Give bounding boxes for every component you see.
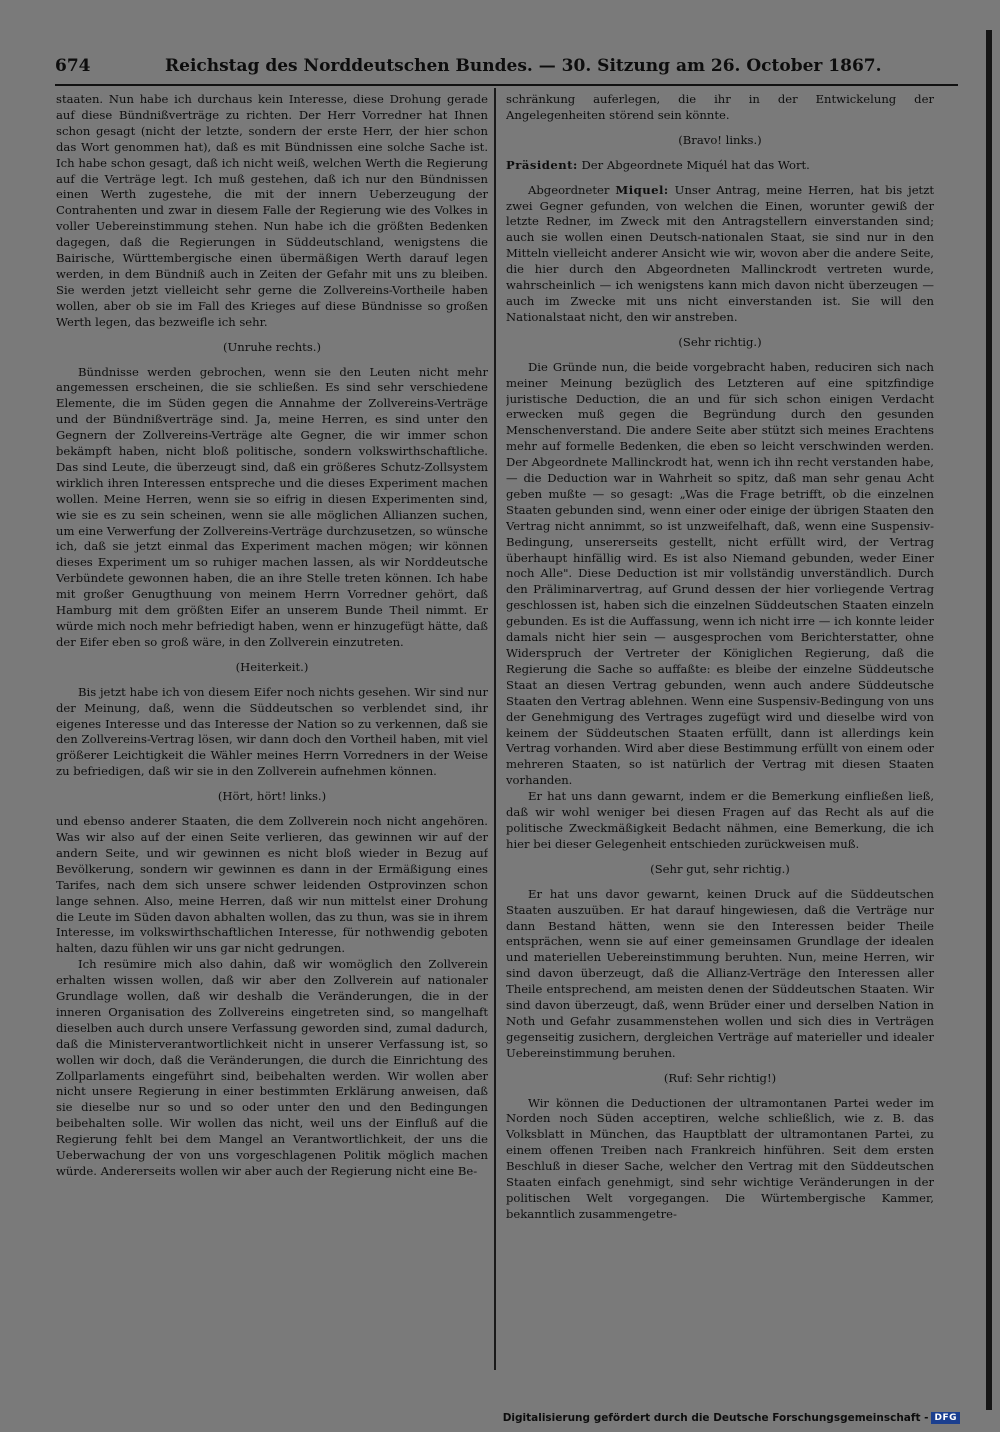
- stage-direction: (Bravo! links.): [678, 132, 762, 147]
- body-paragraph: Er hat uns dann gewarnt, indem er die Bemerkung einfließen ließ, daß wir wohl weniger bei diesen Fragen auf das Recht als auf die politische Zweckmäßigkeit Bedacht nähmen, eine Bemerkung, die ich hier bei dieser Gelegenheit entschieden zurückweisen muß.: [506, 789, 934, 851]
- stage-direction: (Unruhe rechts.): [223, 339, 321, 354]
- stage-direction: (Sehr gut, sehr richtig.): [650, 861, 790, 876]
- speech-text: Der Abgeordnete Miquél hat das Wort.: [577, 157, 810, 172]
- stage-direction: (Ruf: Sehr richtig!): [663, 1070, 777, 1085]
- body-paragraph: Bis jetzt habe ich von diesem Eifer noch nichts gesehen. Wir sind nur der Meinung, daß, wenn die Süddeutschen so verblendet sind, ihr eigenes Interesse und das Interesse der Nation so zu verkennen, daß sie den Zollvereins-Vertrag lösen, wir dann doch den Vortheil haben, mit viel größerer Leichtigkeit die Wähler meines Herrn Vorredners in der Weise zu befriedigen, daß wir sie in den Zollverein aufnehmen können.: [56, 684, 488, 779]
- footer-credit: [503, 1412, 960, 1424]
- footer-text: Digitalisierung gefördert durch die Deutsche Forschungsgemeinschaft -: [502, 1412, 929, 1424]
- body-paragraph: Ich resümire mich also dahin, daß wir womöglich den Zollverein erhalten wissen wollen, daß wir aber den Zollverein auf nationaler Grundlage wollen, daß wir deshalb die Veränderungen, die in der inneren Organisation des Zollvereins eingetreten sind, so mangelhaft dieselben auch durch unsere Verfassung geworden sind, zumal dadurch, daß die Ministerverantwortlichkeit nicht in unserer Verfassung ist, so wollen wir doch, daß die Veränderungen, die durch die Einrichtung des Zollparlaments eingeführt sind, beibehalten werden. Wir wollen aber nicht unsere Regierung in einer bestimmten Erklärung anweisen, daß sie dieselbe nur so und so oder unter den und den Bedingungen beibehalten solle. Wir wollen das nicht, weil uns der Einfluß auf die Regierung fehlt bei dem Mangel an Verantwortlichkeit, der uns die Ueberwachung der von uns vorgeschlagenen Politik möglich machen würde. Andererseits wollen wir aber auch der Regierung nicht eine Be-: [56, 957, 488, 1178]
- page-header: [55, 56, 955, 82]
- speaker-name: Präsident:: [506, 157, 578, 172]
- body-paragraph: schränkung auferlegen, die ihr in der Entwickelung der Angelegenheiten störend sein könnte.: [506, 92, 934, 122]
- speaker-intro: Abgeordneter: [528, 182, 616, 197]
- speech-text: Unser Antrag, meine Herren, hat bis jetzt zwei Gegner gefunden, von welchen die Einen, worunter gewiß der letzte Redner, im Zweck mit den Antragstellern einverstanden sind; auch sie wollen einen Deutsch-nationalen Staat, sie sind nur in den Mitteln vielleicht anderer Ansicht wie wir, wovon aber die andere Seite, die hier durch den Abgeordneten Mallinckrodt vertreten wurde, wahrscheinlich — ich wenigstens kann mich davon nicht überzeugen — auch im Zwecke mit uns nicht einverstanden ist. Sie will den Nationalstaat nicht, den wir anstreben.: [506, 182, 934, 324]
- header-rule: [55, 84, 958, 86]
- right-column: [506, 92, 934, 1362]
- body-paragraph: und ebenso anderer Staaten, die dem Zollverein noch nicht angehören. Was wir also auf der einen Seite verlieren, das gewinnen wir auf der andern Seite, und wir gewinnen es nicht bloß wieder in Bezug auf Bevölkerung, sondern wir gewinnen es dann in der Ermäßigung eines Tarifes, nach dem sich unsere schwer leidenden Ostprovinzen schon lange sehnen. Also, meine Herren, daß wir nun mittelst einer Drohung die Leute im Süden davon abhalten wollen, das zu thun, was sie in ihrem Interesse, im volkswirthschaftlichen Interesse, für nothwendig geboten halten, dazu fühlen wir uns gar nicht gedrungen.: [56, 814, 488, 956]
- stage-direction: (Hört, hört! links.): [217, 789, 327, 804]
- body-paragraph: Er hat uns davor gewarnt, keinen Druck auf die Süddeutschen Staaten auszuüben. Er hat darauf hingewiesen, daß die Verträge nur dann Bestand hätten, wenn sie den Interessen beider Theile entsprächen, wenn sie auf einer gemeinsamen Grundlage der idealen und materiellen Uebereinstimmung beruhten. Nun, meine Herren, wir sind davon überzeugt, daß die Allianz-Verträge den Interessen aller Theile entsprechend, am meisten denen der Süddeutschen Staaten. Wir sind davon überzeugt, daß, wenn Brüder einer und derselben Nation in Noth und Gefahr zusammenstehen wollen und sich dies in Verträgen gegenseitig zusichern, dergleichen Verträge auf materieller und idealer Uebereinstimmung beruhen.: [506, 886, 934, 1060]
- stage-direction: (Heiterkeit.): [235, 659, 309, 674]
- stage-direction: (Sehr richtig.): [678, 334, 762, 349]
- speaker-name: Miquel:: [615, 182, 669, 197]
- column-divider: [494, 88, 496, 1370]
- running-title: Reichstag des Norddeutschen Bundes. — 30. Sitzung am 26. October 1867.: [165, 56, 882, 76]
- body-paragraph: staaten. Nun habe ich durchaus kein Interesse, diese Drohung gerade auf diese Bündnißverträge zu richten. Der Herr Vorredner hat Ihnen schon gesagt (nicht der letzte, sondern der erste Herr, der hier schon das Wort genommen hat), daß es mit Bündnissen eine solche Sache ist. Ich habe schon gesagt, daß ich nicht weiß, welchen Werth die Regierung auf die Verträge legt. Ich muß gestehen, daß ich nur den Bündnissen einen Werth zugestehe, die mit der innern Ueberzeugung der Contrahenten und zwar in diesem Falle der Regierung wie des Volkes in voller Uebereinstimmung stehen. Nun habe ich die größten Bedenken dagegen, daß die Regierungen in Süddeutschland, wenigstens die Bairische, Württembergische einen übermäßigen Werth darauf legen werden, in dem Bündniß auch in Zeiten der Gefahr mit uns zu bleiben. Sie werden jetzt vielleicht sehr gerne die Zollvereins-Vortheile haben wollen, aber ob sie im Fall des Krieges auf diese Bündnisse so großen Werth legen, das bezweifle ich sehr.: [56, 92, 488, 329]
- page-number: 674: [55, 56, 91, 76]
- body-paragraph: Bündnisse werden gebrochen, wenn sie den Leuten nicht mehr angemessen erscheinen, die sie schließen. Es sind sehr verschiedene Elemente, die im Süden gegen die Annahme der Zollvereins-Verträge und der Bündnißverträge sind. Ja, meine Herren, es sind unter den Gegnern der Zollvereins-Verträge alte Gegner, die wir immer schon bekämpft haben, nicht bloß politische, sondern volkswirthschaftliche. Das sind Leute, die überzeugt sind, daß ein größeres Schutz-Zollsystem wirklich ihren Interessen entspreche und die dieses Experiment machen wollen. Meine Herren, wenn sie so eifrig in diesen Experimenten sind, wie sie es zu sein scheinen, wenn sie alle möglichen Allianzen suchen, um eine Verwerfung der Zollvereins-Verträge durchzusetzen, so wünsche ich, daß sie jetzt einmal das Experiment machen mögen; wir können dieses Experiment um so ruhiger machen lassen, als wir Norddeutsche Verbündete gewonnen haben, die an ihre Stelle treten können. Ich habe mit großer Genugthuung von meinem Herrn Vorredner gehört, daß Hamburg mit dem größten Eifer an unserem Bunde Theil nimmt. Er würde mich noch mehr befriedigt haben, wenn er hinzugefügt hätte, daß der Eifer eben so groß wäre, in den Zollverein einzutreten.: [56, 364, 488, 649]
- body-paragraph: Wir können die Deductionen der ultramontanen Partei weder im Norden noch Süden acceptiren, welche schließlich, wie z. B. das Volksblatt in München, das Hauptblatt der ultramontanen Partei, zu einem offenen Treiben nach Frankreich hinführen. Seit dem ersten Beschluß in dieser Sache, welcher den Vertrag mit den Süddeutschen Staaten einfach genehmigt, sind sehr wichtige Veränderungen in der politischen Welt vorgegangen. Die Würtembergische Kammer, bekanntlich zusammengetre-: [506, 1095, 934, 1221]
- page-edge-shadow: [986, 30, 992, 1410]
- left-column: [56, 92, 488, 1362]
- speaker-paragraph: [506, 158, 934, 174]
- dfg-logo: DFG: [931, 1412, 960, 1424]
- body-paragraph: Die Gründe nun, die beide vorgebracht haben, reduciren sich nach meiner Meinung bezüglich des Letzteren auf eine spitzfindige juristische Deduction, die an und für sich schon einigen Verdacht erwecken muß gegen die Begründung durch den gesunden Menschenverstand. Die andere Seite aber stützt sich meines Erachtens mehr auf formelle Bedenken, die eben so leicht verschwinden werden. Der Abgeordnete Mallinckrodt hat, wenn ich ihn recht verstanden habe, — die Deduction war in Wahrheit so spitz, daß man sehr genau Acht geben mußte — so gesagt: „Was die Frage betrifft, ob die einzelnen Staaten gebunden sind, wenn einer oder einige der übrigen Staaten den Vertrag nicht annimmt, so ist unzweifelhaft, daß, wenn eine Suspensiv-Bedingung, unsererseits gestellt, nicht erfüllt wird, der Vertrag überhaupt hinfällig wird. Es ist also Niemand gebunden, weder Einer noch Alle". Diese Deduction ist mir vollständig unverständlich. Durch den Präliminarvertrag, auf Grund dessen der hier vorliegende Vertrag geschlossen ist, haben sich die einzelnen Süddeutschen Staaten einzeln gebunden. Es ist die Auffassung, wenn ich nicht irre — ich konnte leider damals nicht hier sein — ausgesprochen vom Berichterstatter, ohne Widerspruch der Vertreter der Königlichen Regierung, daß die Regierung die Sache so auffaßte: es bleibe der einzelne Süddeutsche Staat an diesen Vertrag gebunden, wenn auch andere Süddeutsche Staaten den Vertrag ablehnen. Wenn eine Suspensiv-Bedingung von uns der Genehmigung des Vertrages zugefügt wird und dieselbe wird von keinem der Süddeutschen Staaten erfüllt, dann ist allerdings kein Vertrag vorhanden. Wird aber diese Bestimmung erfüllt von einem oder mehreren Staaten, so ist natürlich der Vertrag mit diesen Staaten vorhanden.: [506, 359, 934, 788]
- speech-paragraph: [506, 183, 934, 326]
